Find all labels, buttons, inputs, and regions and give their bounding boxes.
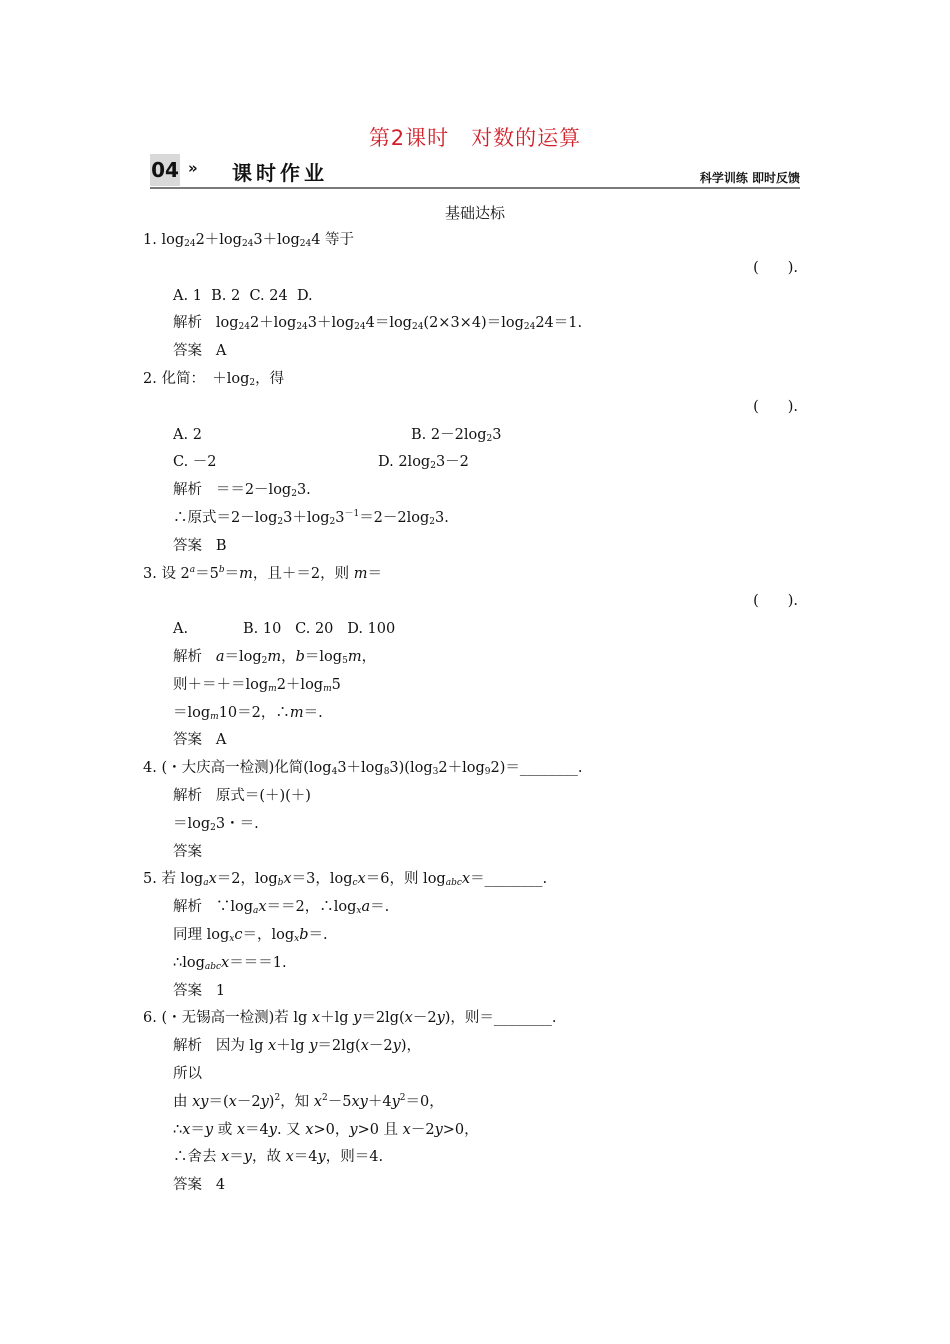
lesson-number: 第2课时 (368, 126, 450, 150)
question-4-analysis: 解析 原式＝(＋)(＋) (173, 787, 311, 804)
question-3-answer: 答案 A (173, 732, 227, 749)
question-3: 3. 设 $2^a=5^b=m$，且＋＝2，则 m＝ (143, 564, 383, 582)
lesson-topic: 对数的运算 (471, 126, 582, 150)
question-4-analysis-line: $=\log_23$・＝. (173, 815, 259, 833)
question-5-analysis: 解析 $\because\log_ax==2$，$\therefore\log_xa=$. (173, 899, 390, 917)
question-6-analysis-line: ∴x＝y 或 x＝4y. 又 x>0，y>0 且 x－2y>0， (173, 1121, 479, 1138)
chevron-icon: » (188, 159, 198, 177)
section-heading: 基础达标 (444, 204, 505, 222)
question-5: 5. 若 $\log_ax=2$，$\log_bx=3$，$\log_cx=6$，则 $\log_{abc}x=\_\_\_\_\_\_\_\_$. (143, 871, 548, 889)
question-1-analysis: 解析 $\log_{24}2+\log_{24}3+\log_{24}4=\log_{24}(2\times 3\times 4)=\log_{24}24=1$. (173, 315, 583, 333)
homework-header (150, 150, 800, 190)
question-6: 6. (・无锡高一检测)若 lg x＋lg y＝2lg(x－2y)，则＝________. (143, 1010, 557, 1027)
question-1-options: A. 1 B. 2 C. 24 D. (173, 287, 313, 304)
answer-parentheses: ( ). (753, 593, 798, 610)
question-3-analysis-line: 则$+=+=\log_m2+\log_m5$ (173, 676, 341, 694)
question-5-analysis-line: $\therefore\log_{abc}x===1$. (173, 954, 287, 972)
question-1: 1. $\log_{24}2+\log_{24}3+\log_{24}4$ 等于 (143, 232, 355, 249)
question-2-analysis: 解析 $==2-\log_23$. (173, 482, 311, 500)
question-6-analysis: 解析 因为 lg x＋lg y＝2lg(x－2y)， (173, 1038, 421, 1055)
question-5-answer: 答案 1 (173, 982, 226, 999)
question-2-options-ab: A. 2 B. $2-2\log_23$ (173, 426, 502, 444)
homework-label: 课时作业 (232, 161, 328, 185)
section-badge: 04 (150, 154, 180, 186)
question-1-answer: 答案 A (173, 343, 227, 360)
header-divider (150, 187, 800, 189)
question-2-analysis-line: ∴原式$=2-\log_23+\log_23^{-1}=2-2\log_23$. (173, 508, 449, 527)
question-3-analysis: 解析 $a=\log_2m$，$b=\log_5m$， (173, 648, 377, 666)
question-6-analysis-line: 由 $xy=(x-2y)^2$，知 $x^2-5xy+4y^2=0$， (173, 1092, 444, 1110)
header-tagline: 科学训练 即时反馈 (699, 171, 800, 185)
question-4-answer: 答案 (173, 843, 202, 860)
question-6-answer: 答案 4 (173, 1177, 226, 1194)
question-4: 4. (・大庆高一检测)化简$(\log_43+\log_83)(\log_32+\log_92)=\_\_\_\_\_\_\_\_$. (143, 760, 583, 778)
question-2: 2. 化简： $+\log_2$，得 (143, 370, 285, 388)
page-title (0, 122, 950, 152)
question-6-analysis-line: ∴舍去 x＝y，故 x＝4y，则＝4. (173, 1149, 384, 1166)
answer-parentheses: ( ). (753, 259, 798, 276)
answer-parentheses: ( ). (753, 398, 798, 415)
question-2-answer: 答案 B (173, 537, 227, 554)
question-5-analysis-line: 同理 $\log_xc=$，$\log_xb=$. (173, 926, 328, 944)
question-2-options-cd: C. －2 D. $2\log_23-2$ (173, 454, 469, 472)
question-6-analysis-line: 所以 (173, 1065, 202, 1082)
question-3-analysis-line: $=\log_m10=2$，∴m＝. (173, 704, 323, 722)
question-3-options: A. B. 10 C. 20 D. 100 (173, 621, 396, 638)
exercise-list (140, 227, 800, 1200)
